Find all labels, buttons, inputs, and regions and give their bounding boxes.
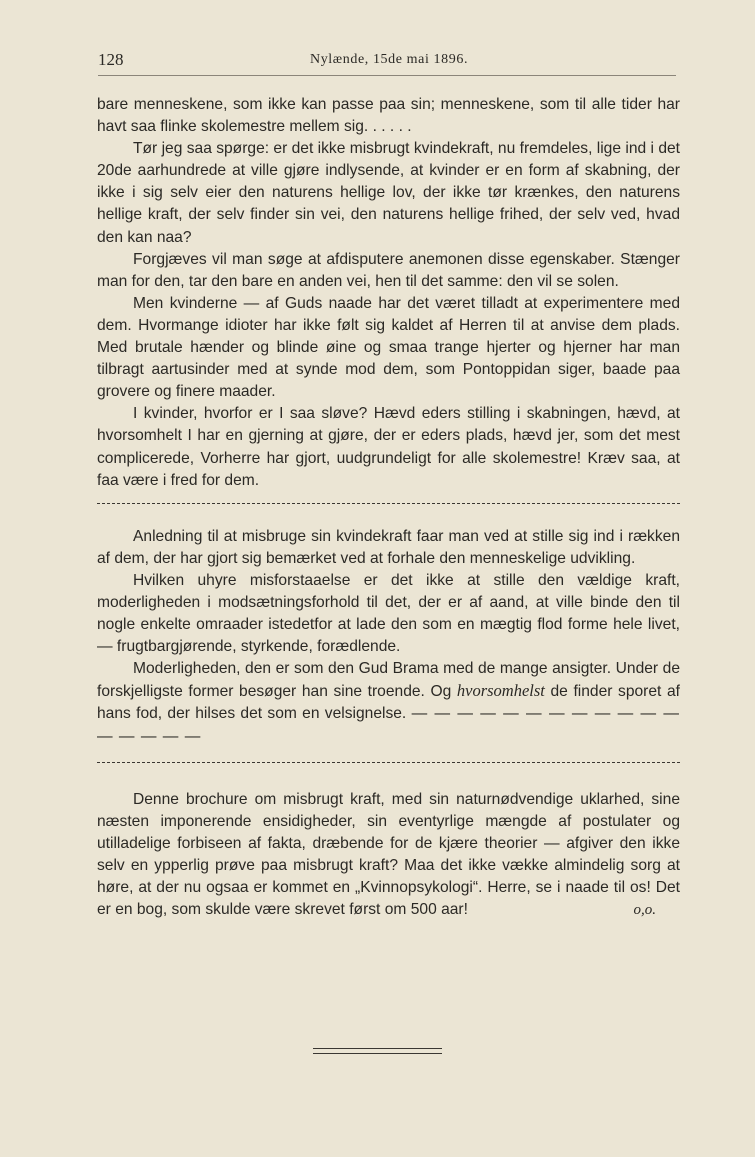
paragraph-2: Tør jeg saa spørge: er det ikke misbrugt kvindekraft, nu fremdeles, lige ind i det 20de aarhundrede at ville gjøre indlysende, at kvinder er en form af skabning, der ikke i sig selv eier den naturens hellige lov, der ikke tør krænkes, den naturens hellige kraft, der selv finder sin vei, den naturens hellige frihed, der selv ved, hvad den kan naa? [97,140,680,246]
page-header [98,50,676,72]
italic-word: hvorsomhelst [456,681,545,701]
paragraph-8-start: Moderligheden, den er som den Gud Brama med de mange ansigter. Under de forskjelligste former besøger han sine troende. Og [97,660,680,701]
paragraph-8-end: de finder sporet af hans fod, der hilses det som en velsignelse. [97,683,680,723]
header-rule [98,75,676,76]
article-text [97,94,680,921]
dashed-separator [97,503,680,526]
closing-rule [313,1048,442,1054]
paragraph-6: Anledning til at misbruge sin kvindekraft faar man ved at stille sig ind i rækken af dem, der har gjort sig bemærket ved at forhale den menneskelige udvikling. [97,527,680,567]
dashed-separator-2 [97,762,680,785]
page-number: 128 [98,50,124,69]
paragraph-3: Forgjæves vil man søge at afdisputere anemonen disse egenskaber. Stænger man for den, tar den bare en anden vei, hen til det samme: den vil se solen. [97,250,680,290]
paragraph-5: I kvinder, hvorfor er I saa sløve? Hævd eders stilling i skabningen, hævd, at hvorsomhelt I har en gjerning at gjøre, der er eders plads, hævd jer, som det mest complicerede, Vorherre har gjort, uudgrundeligt for alle skolemestre! Kræv saa, at faa være i fred for dem. [97,405,680,489]
paragraph-9 [97,789,680,922]
paragraph-7: Hvilken uhyre misforstaaelse er det ikke at stille den vældige kraft, moderligheden i modsætningsforhold til det, der er af aand, at ville binde den til nogle enkelte omraader istedetfor at lade den som en mægtig flod forme hele livet, — frugtbargjørende, styrkende, forædlende. [97,571,680,656]
paragraph-1: bare menneskene, som ikke kan passe paa sin; menneskene, som til alle tider har havt saa flinke skolemestre mellem sig. . . . . . [97,96,680,136]
paragraph-9-text: Denne brochure om misbrugt kraft, med sin naturnødvendige uklarhed, sine næsten imponerende ensidigheder, sin eventyrlige mængde af postulater og utilladelige forbiseen af fakta, dræbende for de kjære theorier — afgiver den ikke selv en ypperlig prøve paa misbrugt kraft? Maa det ikke vække almindelig sorg at høre, at der nu ogsaa er kommet en „Kvinnopsykologi“. Herre, se i naade til os! Det er en bog, som skulde være skrevet først om 500 aar! [97,790,680,919]
running-head: Nylænde, 15de mai 1896. [310,52,469,67]
paragraph-8 [97,658,680,747]
paragraph-4: Men kvinderne — af Guds naade har det været tilladt at experimentere med dem. Hvormange idioter har ikke følt sig kaldet af Herren til at anvise dem plads. Med brutale hænder og blinde øine og smaa trange hjerter og hjerner har man tilbragt aartusinder med at synde mod dem, som Pontoppidan siger, baade paa grovere og finere maader. [97,294,680,401]
trailing-dashes: — — — — — — — — — — — — — — — — — [97,705,680,745]
signature: o,o. [633,902,656,919]
